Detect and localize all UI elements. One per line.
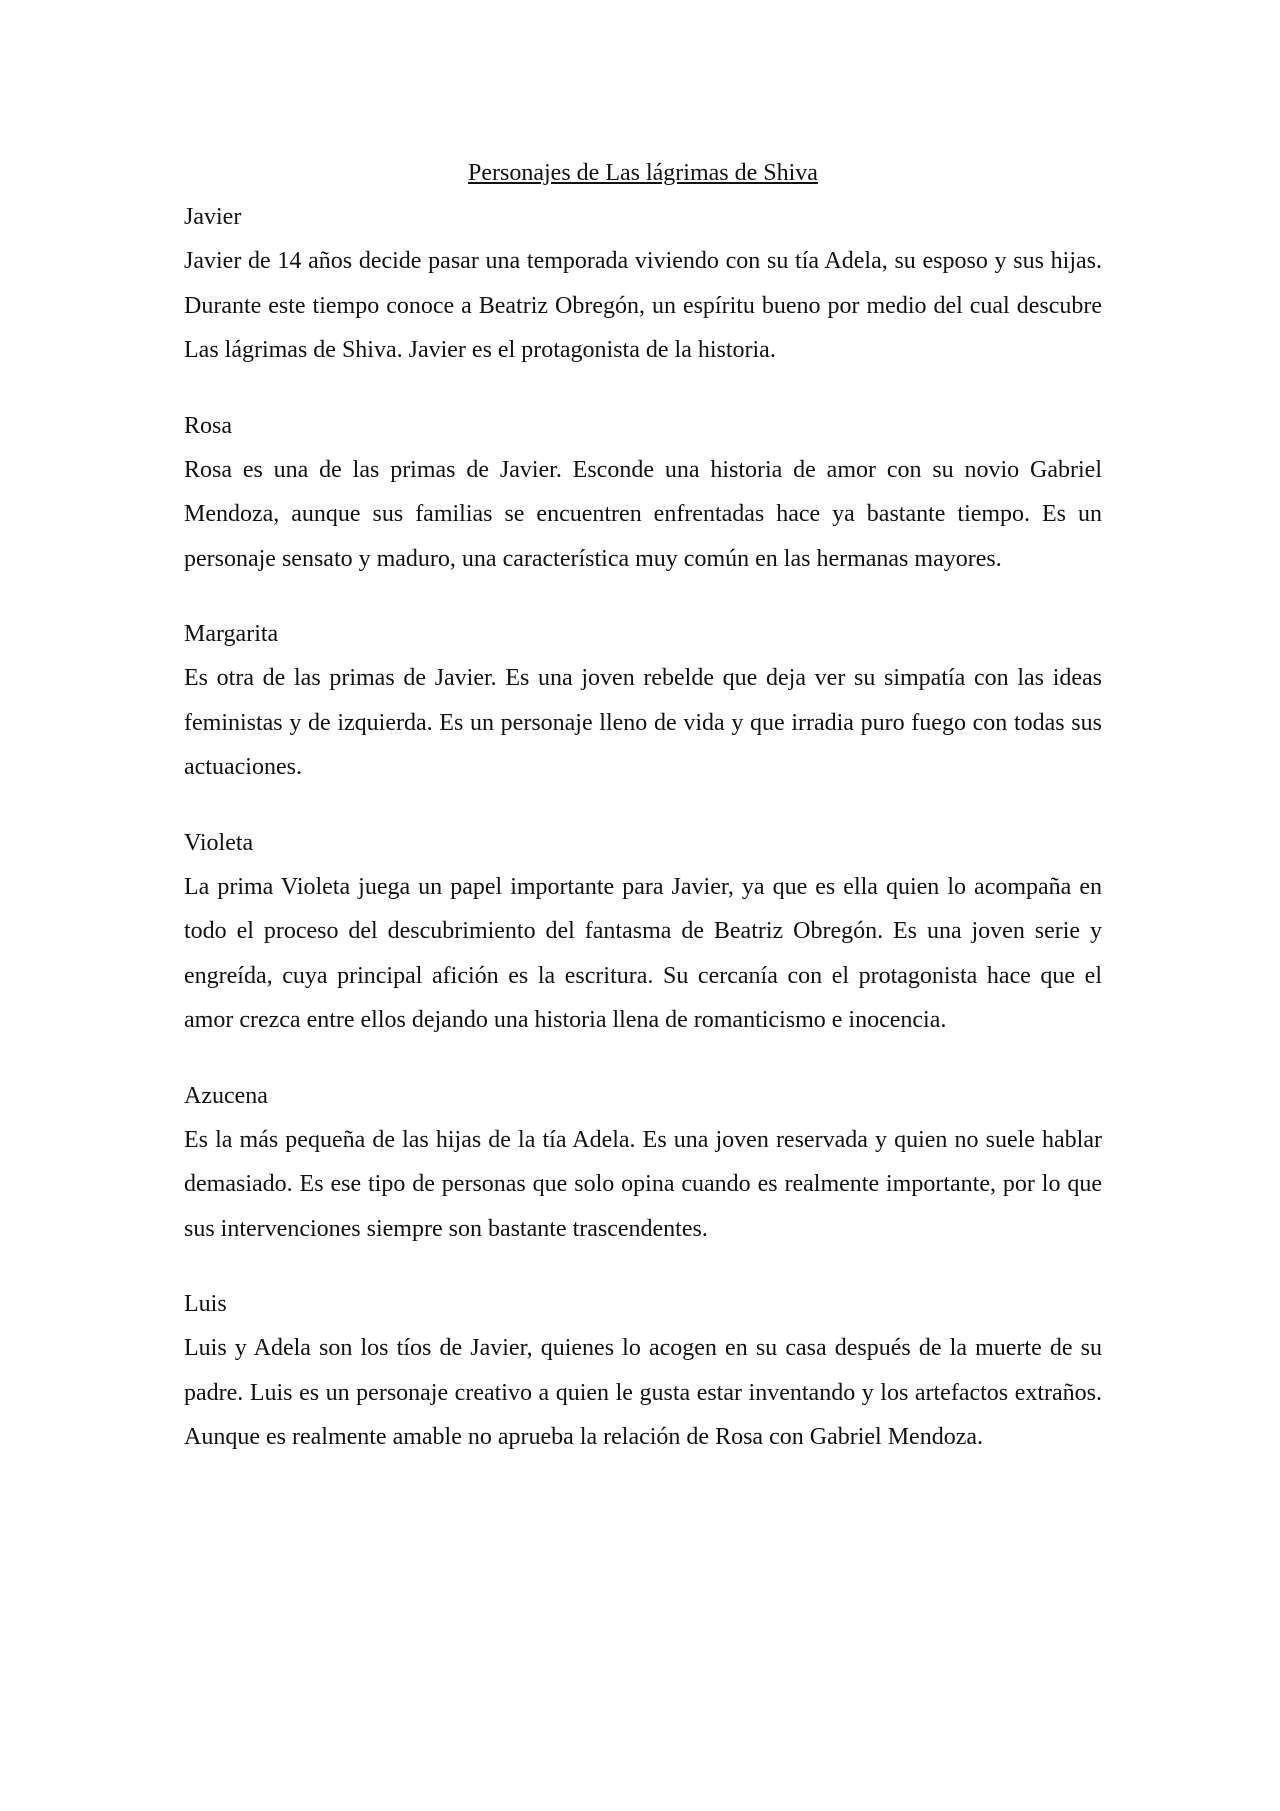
character-section-azucena	[184, 1074, 1102, 1252]
character-name: Azucena	[184, 1082, 268, 1109]
character-section-luis	[184, 1282, 1102, 1460]
document-page	[184, 151, 1102, 1491]
character-name: Javier	[184, 204, 242, 230]
character-description: Javier de 14 años decide pasar una temporada viviendo con su tía Adela, su esposo y sus hijas. Durante este tiempo conoce a Beatriz Obregón, un espíritu bueno por medio del cual descubre Las lágrimas de Shiva. Javier es el protagonista de la historia.	[184, 248, 1102, 363]
character-name: Margarita	[184, 621, 279, 647]
character-section-javier	[184, 195, 1102, 373]
character-description: Rosa es una de las primas de Javier. Esconde una historia de amor con su novio Gabriel Mendoza, aunque sus familias se encuentren enfrentadas hace ya bastante tiempo. Es un personaje sensato y maduro, una característica muy común en las hermanas mayores.	[184, 456, 1102, 572]
character-description: La prima Violeta juega un papel importante para Javier, ya que es ella quien lo acompaña en todo el proceso del descubrimiento del fantasma de Beatriz Obregón. Es una joven serie y engreída, cuya principal afición es la escritura. Su cercanía con el protagonista hace que el amor crezca entre ellos dejando una historia llena de romanticismo e inocencia.	[184, 873, 1102, 1033]
character-name: Violeta	[184, 829, 254, 856]
character-section-rosa	[184, 404, 1102, 582]
character-section-margarita	[184, 612, 1102, 790]
document-title: Personajes de Las lágrimas de Shiva	[468, 160, 818, 186]
character-name: Luis	[184, 1291, 227, 1317]
character-description: Es la más pequeña de las hijas de la tía Adela. Es una joven reservada y quien no suele hablar demasiado. Es ese tipo de personas que solo opina cuando es realmente importante, por lo que sus intervenciones siempre son bastante trascendentes.	[184, 1126, 1102, 1242]
character-description: Luis y Adela son los tíos de Javier, quienes lo acogen en su casa después de la muerte de su padre. Luis es un personaje creativo a quien le gusta estar inventando y los artefactos extraños. Aunque es realmente amable no aprueba la relación de Rosa con Gabriel Mendoza.	[184, 1335, 1102, 1450]
character-section-violeta	[184, 821, 1102, 1043]
character-description: Es otra de las primas de Javier. Es una joven rebelde que deja ver su simpatía con las ideas feministas y de izquierda. Es un personaje lleno de vida y que irradia puro fuego con todas sus actuaciones.	[184, 665, 1102, 780]
character-name: Rosa	[184, 412, 232, 439]
